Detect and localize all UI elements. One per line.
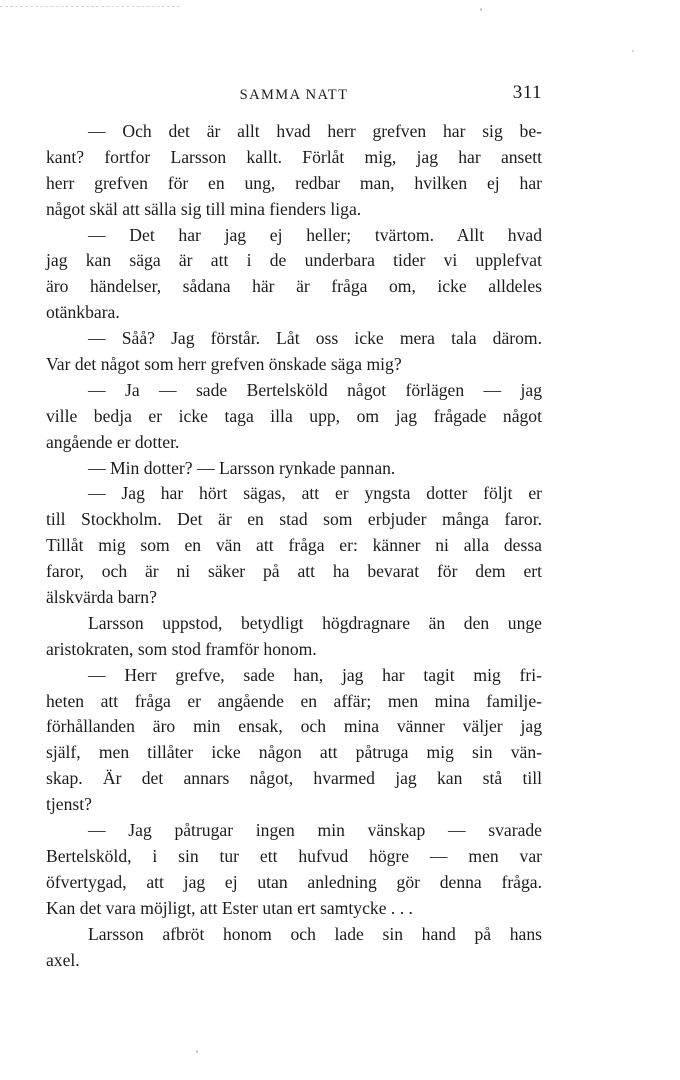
text-line: — Såå? Jag förstår. Låt oss icke mera tala därom. xyxy=(88,328,542,349)
text-line: äro händelser, sådana här är fråga om, icke alldeles xyxy=(46,276,542,297)
page-number: 311 xyxy=(512,82,542,103)
text-line: Larsson uppstod, betydligt högdragnare än den unge xyxy=(88,612,542,633)
paper-speck xyxy=(632,50,634,52)
running-head: SAMMA NATT xyxy=(239,87,349,103)
body-text xyxy=(46,119,542,973)
text-line: — Herr grefve, sade han, jag har tagit mig fri- xyxy=(88,664,542,685)
text-line: jag kan säga är att i de underbara tider vi upplefvat xyxy=(46,250,542,271)
text-line: ville bedja er icke taga illa upp, om jag frågade något xyxy=(46,405,542,426)
text-line: aristokraten, som stod framför honom. xyxy=(46,638,317,659)
text-line: herr grefven för en ung, redbar man, hvilken ej har xyxy=(46,172,542,193)
text-line: öfvertygad, att jag ej utan anledning gör denna fråga. xyxy=(46,871,542,892)
text-line: Tillåt mig som en vän att fråga er: känner ni alla dessa xyxy=(46,535,542,556)
text-line: faror, och är ni säker på att ha bevarat för dem ert xyxy=(46,561,542,582)
text-line: — Det har jag ej heller; tvärtom. Allt hvad xyxy=(88,224,542,245)
paper-speck xyxy=(196,1050,198,1053)
scan-edge-marks xyxy=(0,6,180,9)
text-line: — Min dotter? — Larsson rynkade pannan. xyxy=(88,457,396,478)
text-line: angående er dotter. xyxy=(46,431,180,452)
text-line: heten att fråga er angående en affär; men mina familje- xyxy=(46,690,542,711)
text-line: axel. xyxy=(46,949,80,970)
text-line: skap. Är det annars något, hvarmed jag kan stå till xyxy=(46,768,542,789)
text-line: förhållanden äro min ensak, och mina vänner väljer jag xyxy=(46,716,542,737)
text-line: kant? fortfor Larsson kallt. Förlåt mig, jag har ansett xyxy=(46,146,542,167)
text-line: — Jag har hört sägas, att er yngsta dotter följt er xyxy=(88,483,542,504)
text-line: — Jag påtrugar ingen min vänskap — svarade xyxy=(88,820,542,841)
text-line: själf, men tillåter icke någon att påtruga mig sin vän- xyxy=(46,742,542,763)
text-line: Kan det vara möjligt, att Ester utan ert samtycke . . . xyxy=(46,897,413,918)
text-line: Bertelsköld, i sin tur ett hufvud högre — men var xyxy=(46,845,542,866)
text-line: till Stockholm. Det är en stad som erbjuder många faror. xyxy=(46,509,542,530)
text-line: älskvärda barn? xyxy=(46,587,157,608)
text-line: otänkbara. xyxy=(46,302,120,323)
text-line: tjenst? xyxy=(46,794,92,815)
text-line: — Ja — sade Bertelsköld något förlägen — jag xyxy=(88,379,542,400)
paper-speck xyxy=(480,8,482,11)
text-line: Var det något som herr grefven önskade säga mig? xyxy=(46,354,402,375)
page-header xyxy=(46,82,542,110)
text-line: något skäl att sälla sig till mina fienders liga. xyxy=(46,198,362,219)
text-line: — Och det är allt hvad herr grefven har sig be- xyxy=(88,121,542,141)
text-line: Larsson afbröt honom och lade sin hand på hans xyxy=(88,923,542,944)
